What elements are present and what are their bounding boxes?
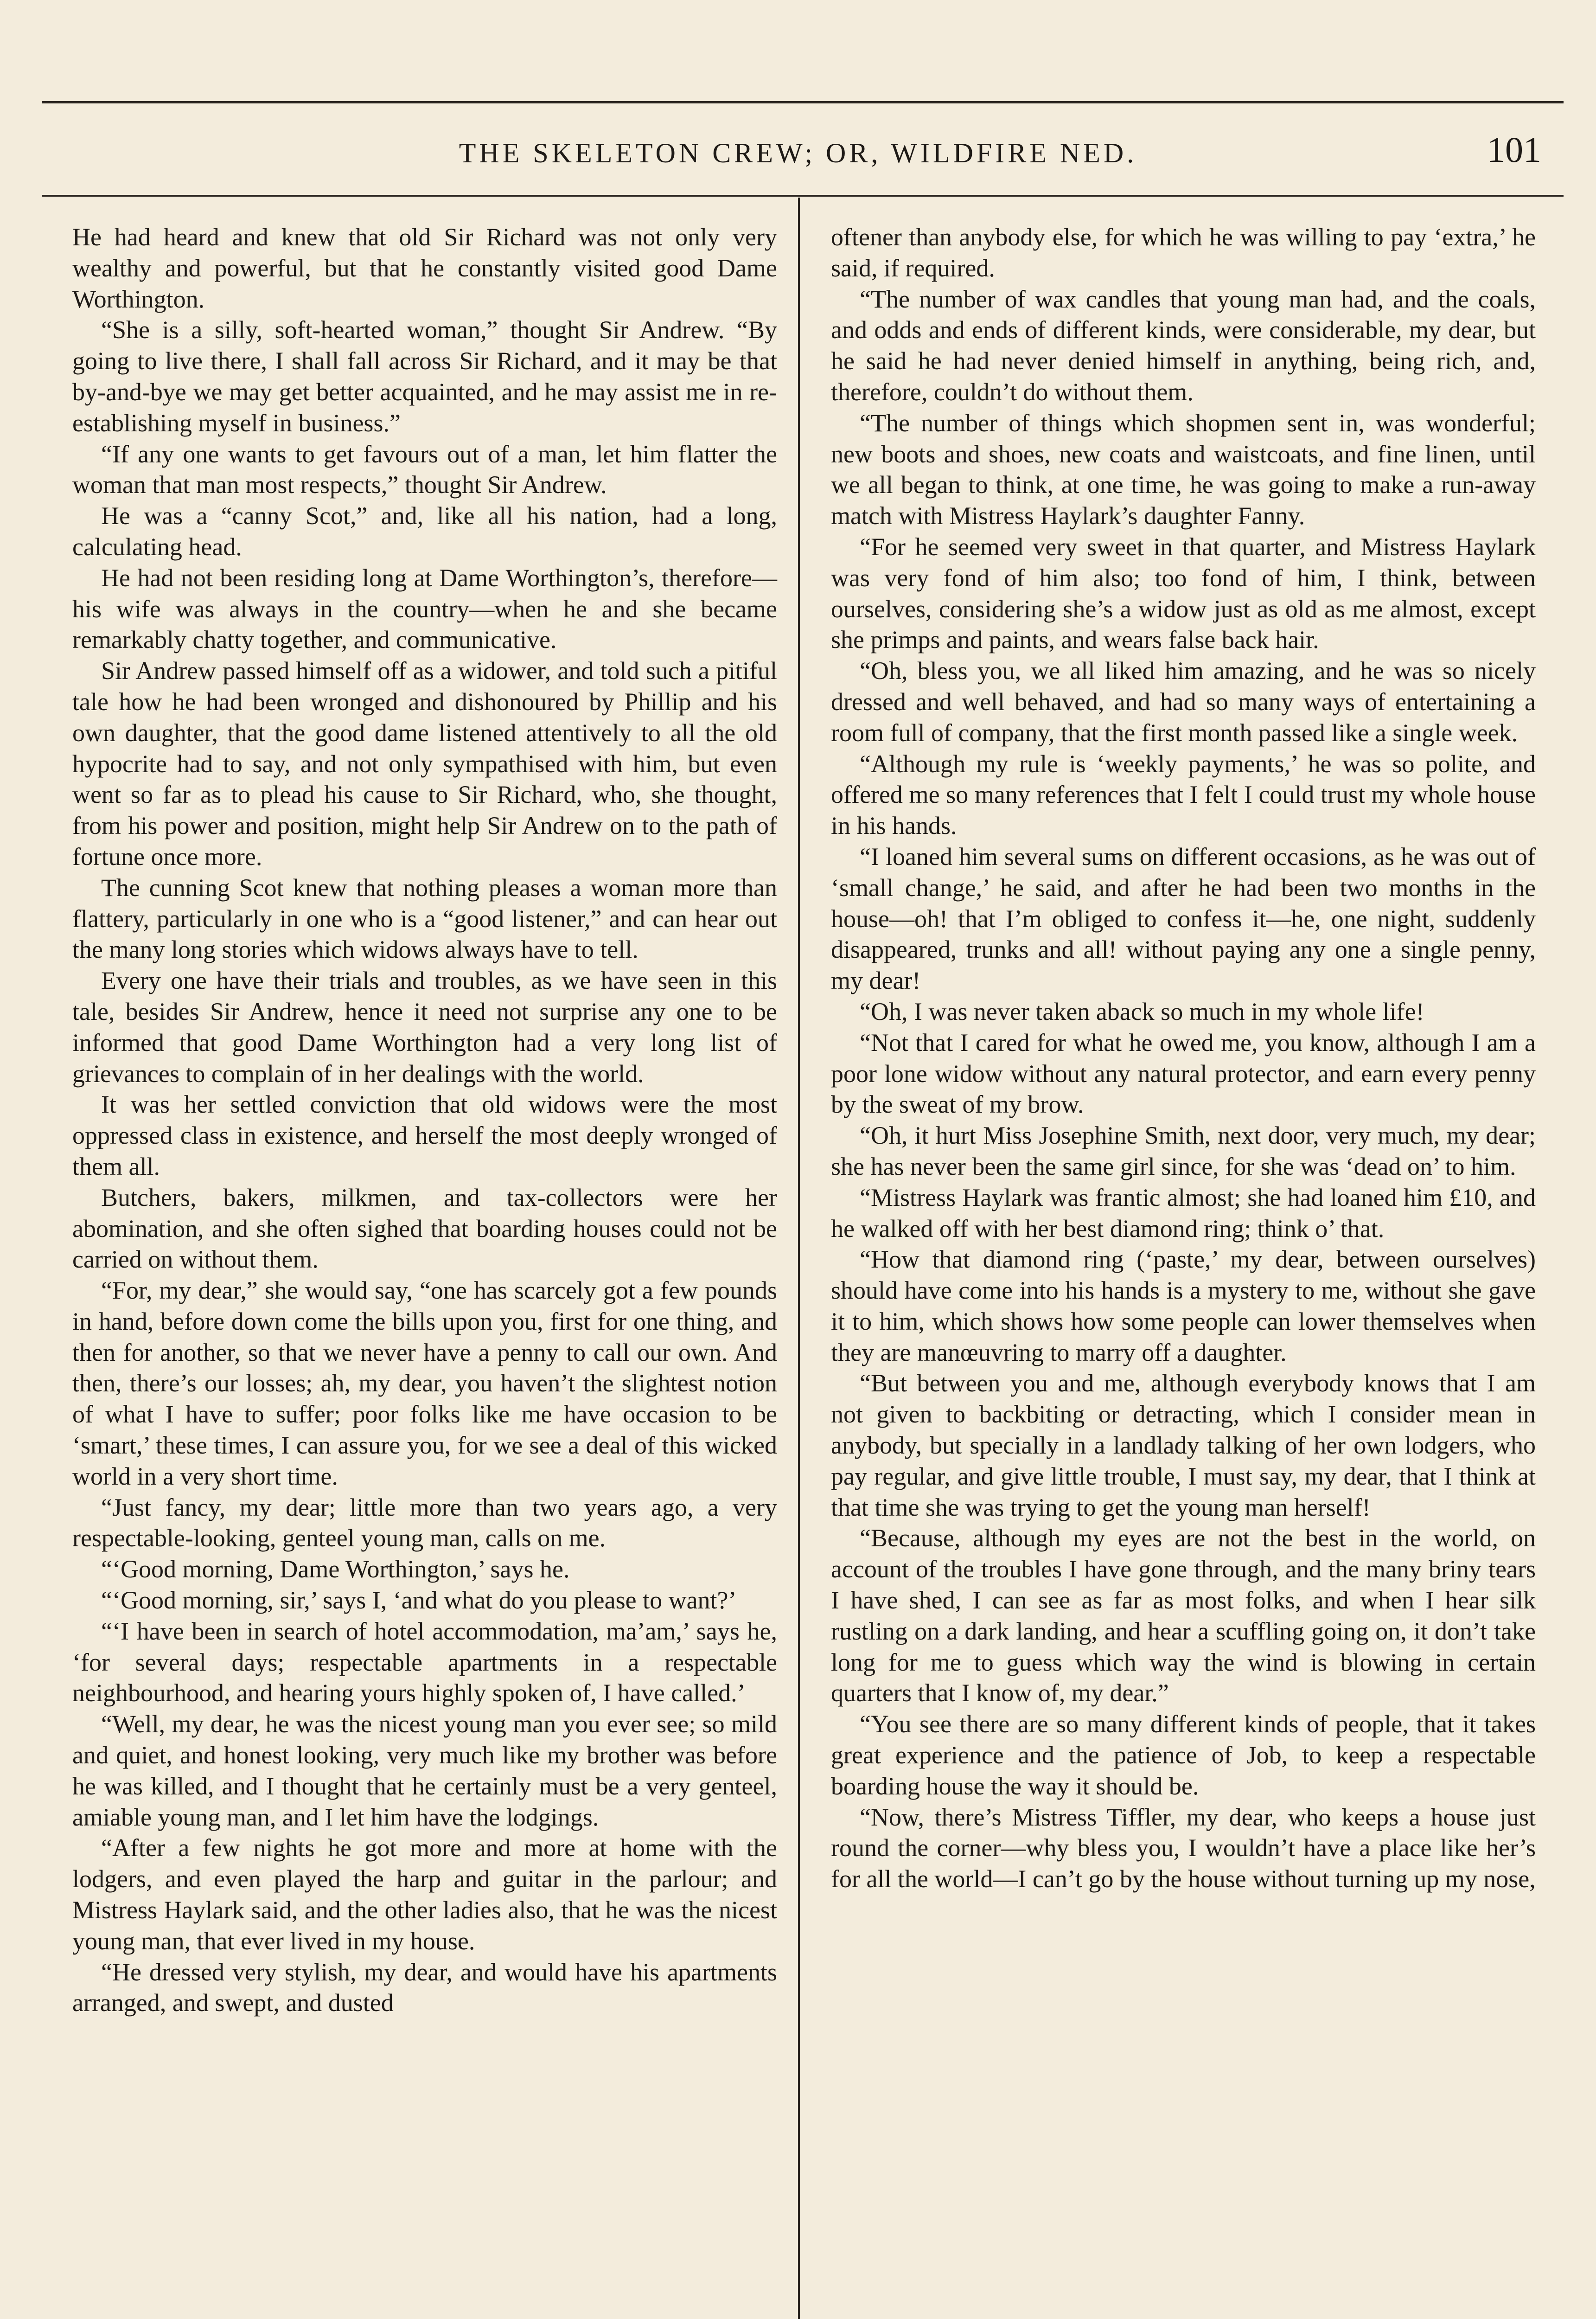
paragraph: “How that diamond ring (‘paste,’ my dear, between ourselves) should have come into his hands is a mystery to me, without she gave it to him, which shows how some people can lower themselves when they are manœuvring to marry off a daughter. — [831, 1245, 1536, 1366]
left-text-column — [72, 222, 777, 2319]
header-top-rule — [42, 101, 1564, 103]
paragraph: “Because, although my eyes are not the best in the world, on account of the troubles I have gone through, and the many briny tears I have shed, I can see as far as most folks, and when I hear silk rustling on a dark landing, and hear a scuffling going on, it don’t take long for me to guess which way the wind is blowing in certain quarters that I know of, my dear.” — [831, 1524, 1536, 1707]
paragraph: “Mistress Haylark was frantic almost; she had loaned him £10, and he walked off with her best diamond ring; think o’ that. — [831, 1183, 1536, 1243]
paragraph: “For, my dear,” she would say, “one has scarcely got a few pounds in hand, before down come the bills upon you, first for one thing, and then for another, so that we never have a penny to call our own. And then, there’s our losses; ah, my dear, you haven’t the slightest notion of what I have to suffer; poor folks like me have occasion to be ‘smart,’ these times, I can assure you, for we see a deal of this wicked world in a very short time. — [72, 1276, 777, 1490]
paragraph: He had not been residing long at Dame Worthington’s, therefore—his wife was always in the country—when he and she became remarkably chatty together, and communicative. — [72, 564, 777, 654]
paragraph: “After a few nights he got more and more at home with the lodgers, and even played the harp and guitar in the parlour; and Mistress Haylark said, and the other ladies also, that he was the nicest young man, that ever lived in my house. — [72, 1834, 777, 1955]
paragraph: “‘Good morning, sir,’ says I, ‘and what do you please to want?’ — [101, 1586, 737, 1614]
paragraph: “Although my rule is ‘weekly payments,’ he was so polite, and offered me so many references that I felt I could trust my whole house in his hands. — [831, 750, 1536, 840]
page-number: 101 — [1487, 129, 1541, 170]
paragraph: “Well, my dear, he was the nicest young man you ever see; so mild and quiet, and honest looking, very much like my brother was before he was killed, and I thought that he certainly must be a very genteel, amiable young man, and I let him have the lodgings. — [72, 1710, 777, 1831]
paragraph: oftener than anybody else, for which he was willing to pay ‘extra,’ he said, if required. — [831, 223, 1536, 282]
paragraph: “She is a silly, soft-hearted woman,” thought Sir Andrew. “By going to live there, I shall fall across Sir Richard, and it may be that by-and-bye we may get better acquainted, and he may assist me in re-establishing myself in business.” — [72, 316, 777, 437]
paragraph: “You see there are so many different kinds of people, that it takes great experience and the patience of Job, to keep a respectable boarding house the way it should be. — [831, 1710, 1536, 1800]
paragraph: Sir Andrew passed himself off as a widower, and told such a pitiful tale how he had been wronged and dishonoured by Phillip and his own daughter, that the good dame listened attentively to all the old hypocrite had to say, and not only sympathised with him, but even went so far as to plead his cause to Sir Richard, who, she thought, from his power and position, might help Sir Andrew on to the path of fortune once more. — [72, 657, 777, 871]
paragraph: “But between you and me, although everybody knows that I am not given to backbiting or detracting, which I consider mean in anybody, but specially in a landlady talking of her own lodgers, who pay regular, and give little trouble, I must say, my dear, that I think at that time she was trying to get the young man herself! — [831, 1369, 1536, 1521]
paragraph: “The number of wax candles that young man had, and the coals, and odds and ends of different kinds, were considerable, my dear, but he said he had never denied himself in anything, being rich, and, therefore, couldn’t do without them. — [831, 285, 1536, 406]
paragraph: “Just fancy, my dear; little more than two years ago, a very respectable-looking, genteel young man, calls on me. — [72, 1493, 777, 1552]
paragraph: He was a “canny Scot,” and, like all his nation, had a long, calculating head. — [72, 502, 777, 561]
paragraph: “For he seemed very sweet in that quarter, and Mistress Haylark was very fond of him also; too fond of him, I think, between ourselves, considering she’s a widow just as old as me almost, except she primps and paints, and wears false back hair. — [831, 532, 1536, 654]
paragraph: “‘Good morning, Dame Worthington,’ says he. — [101, 1555, 570, 1583]
paragraph: “Oh, bless you, we all liked him amazing, and he was so nicely dressed and well behaved, and had so many ways of entertaining a room full of company, that the first month passed like a single week. — [831, 657, 1536, 747]
paragraph: Butchers, bakers, milkmen, and tax-collectors were her abomination, and she often sighed that boarding houses could not be carried on without them. — [72, 1183, 777, 1274]
paragraph: “‘I have been in search of hotel accommodation, ma’am,’ says he, ‘for several days; respectable apartments in a respectable neighbourhood, and hearing yours highly spoken of, I have called.’ — [72, 1617, 777, 1707]
paragraph: “Now, there’s Mistress Tiffler, my dear, who keeps a house just round the corner—why bless you, I wouldn’t have a place like her’s for all the world—I can’t go by the house without turning up my nose, — [831, 1803, 1536, 1893]
paragraph: “Oh, it hurt Miss Josephine Smith, next door, very much, my dear; she has never been the same girl since, for she was ‘dead on’ to him. — [831, 1121, 1536, 1180]
paragraph: “The number of things which shopmen sent in, was wonderful; new boots and shoes, new coats and waistcoats, and fine linen, until we all began to think, at one time, he was going to make a run-away match with Mistress Haylark’s daughter Fanny. — [831, 409, 1536, 530]
paragraph: “He dressed very stylish, my dear, and would have his apartments arranged, and swept, and dusted — [72, 1958, 777, 2017]
paragraph: “If any one wants to get favours out of a man, let him flatter the woman that man most respects,” thought Sir Andrew. — [72, 440, 777, 499]
paragraph: It was her settled conviction that old widows were the most oppressed class in existence, and herself the most deeply wronged of them all. — [72, 1090, 777, 1180]
header-bottom-rule — [42, 195, 1564, 197]
paragraph: Every one have their trials and troubles, as we have seen in this tale, besides Sir Andrew, hence it need not surprise any one to be informed that good Dame Worthington had a very long list of grievances to complain of in her dealings with the world. — [72, 967, 777, 1088]
paragraph: “Oh, I was never taken aback so much in my whole life! — [860, 997, 1424, 1025]
column-divider — [798, 198, 800, 2319]
paragraph: The cunning Scot knew that nothing pleases a woman more than flattery, particularly in one who is a “good listener,” and can hear out the many long stories which widows always have to tell. — [72, 873, 777, 964]
paragraph: He had heard and knew that old Sir Richard was not only very wealthy and powerful, but that he constantly visited good Dame Worthington. — [72, 223, 777, 313]
paragraph: “Not that I cared for what he owed me, you know, although I am a poor lone widow without any natural protector, and earn every penny by the sweat of my brow. — [831, 1028, 1536, 1119]
paragraph: “I loaned him several sums on different occasions, as he was out of ‘small change,’ he said, and after he had been two months in the house—oh! that I’m obliged to confess it—he, one night, suddenly disappeared, trunks and all! without paying any one a single penny, my dear! — [831, 842, 1536, 995]
right-text-column — [831, 222, 1536, 2319]
running-title: THE SKELETON CREW; OR, WILDFIRE NED. — [459, 138, 1137, 168]
